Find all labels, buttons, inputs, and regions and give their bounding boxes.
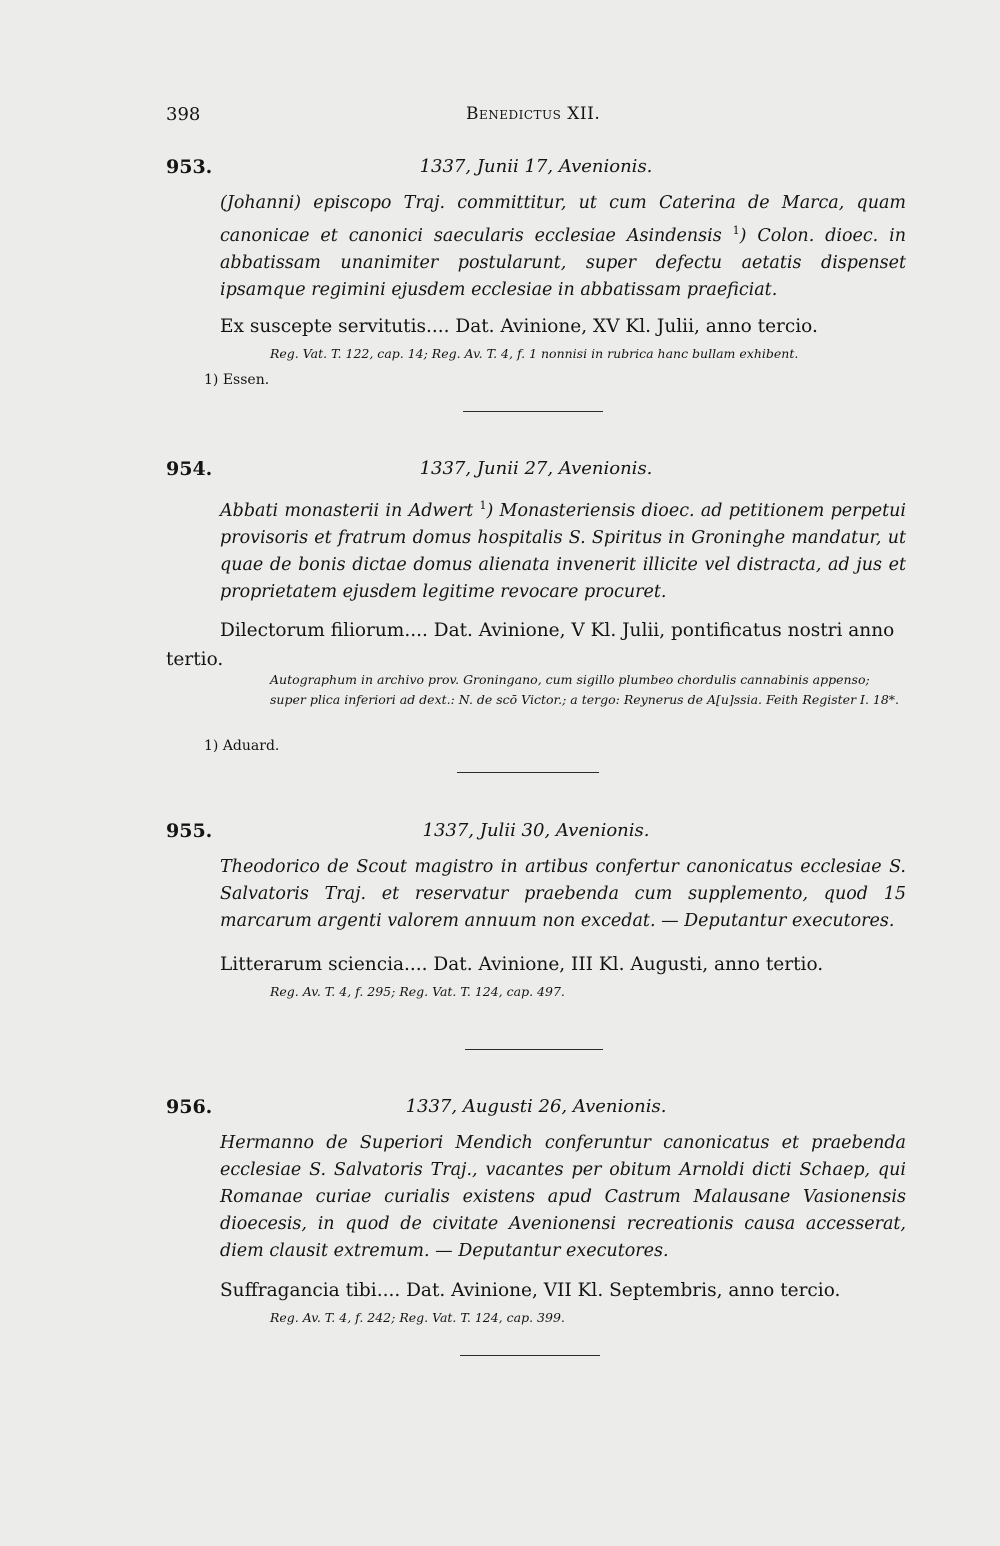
entry-footnote: 1) Essen.	[204, 372, 270, 388]
entry-divider	[465, 1049, 603, 1050]
entry-divider	[460, 1355, 600, 1356]
entry-source: Reg. Av. T. 4, f. 242; Reg. Vat. T. 124, cap. 399.	[270, 1310, 565, 1325]
page-header	[166, 104, 906, 128]
entry-date: 1337, Augusti 26, Avenionis.	[405, 1096, 667, 1117]
entry-date: 1337, Junii 27, Avenionis.	[419, 458, 653, 479]
entry-number: 954.	[166, 458, 213, 480]
running-title: Benedictus XII.	[466, 104, 601, 124]
entry-summary: Theodorico de Scout magistro in artibus confertur canonicatus ecclesiae S. Salvatoris Traj. et reservatur praebenda cum supplemento, quod 15 marcarum argenti valorem annuum non excedat. — Deputantur executores.	[220, 857, 906, 931]
entry-date: 1337, Julii 30, Avenionis.	[422, 820, 650, 841]
entry-date: 1337, Junii 17, Avenionis.	[419, 156, 653, 177]
entry-source: Autographum in archivo prov. Groningano, cum sigillo plumbeo chordulis cannabinis appenso; super plica inferiori ad dext.: N. de scō Victor.; a tergo: Reynerus de A[u]ssia. Feith Register I. 18*.	[270, 672, 900, 707]
entry-number: 956.	[166, 1096, 213, 1118]
entry-divider	[463, 411, 603, 412]
entry-divider	[457, 772, 599, 773]
entry-number: 955.	[166, 820, 213, 842]
page-number: 398	[166, 104, 201, 125]
entry-summary: (Johanni) episcopo Traj. committitur, ut cum Caterina de Marca, quam canonicae et canonici saecularis ecclesiae Asindensis $^1$) Colon. dioec. in abbatissam unanimiter postularunt, super defectu aetatis dispenset ipsamque regimini ejusdem ecclesiae in abbatissam praeficiat.	[220, 193, 906, 300]
entry-source: Reg. Vat. T. 122, cap. 14; Reg. Av. T. 4, f. 1 nonnisi in rubrica hanc bullam exhibent.	[270, 346, 799, 361]
entry-incipit: Suffragancia tibi.... Dat. Avinione, VII Kl. Septembris, anno tercio.	[220, 1280, 841, 1301]
entry-incipit: Litterarum sciencia.... Dat. Avinione, III Kl. Augusti, anno tertio.	[220, 954, 824, 975]
entry-number: 953.	[166, 156, 213, 178]
entry-summary: Hermanno de Superiori Mendich conferuntur canonicatus et praebenda ecclesiae S. Salvatoris Traj., vacantes per obitum Arnoldi dicti Schaep, qui Romanae curiae curialis existens apud Castrum Malausane Vasionensis dioecesis, in quod de civitate Avenionensi recreationis causa accesserat, diem clausit extremum. — Deputantur executores.	[220, 1133, 906, 1261]
entry-incipit: Dilectorum filiorum.... Dat. Avinione, V Kl. Julii, pontificatus nostri anno tertio.	[166, 620, 895, 670]
entry-source: Reg. Av. T. 4, f. 295; Reg. Vat. T. 124, cap. 497.	[270, 984, 565, 999]
entry-incipit: Ex suscepte servitutis.... Dat. Avinione, XV Kl. Julii, anno tercio.	[220, 316, 818, 337]
entry-summary: Abbati monasterii in Adwert $^1$) Monasteriensis dioec. ad petitionem perpetui provisoris et fratrum domus hospitalis S. Spiritus in Groninghe mandatur, ut quae de bonis dictae domus alienata invenerit illicite vel distracta, ad jus et proprietatem ejusdem legitime revocare procuret.	[220, 499, 906, 602]
entry-footnote: 1) Aduard.	[204, 738, 280, 754]
